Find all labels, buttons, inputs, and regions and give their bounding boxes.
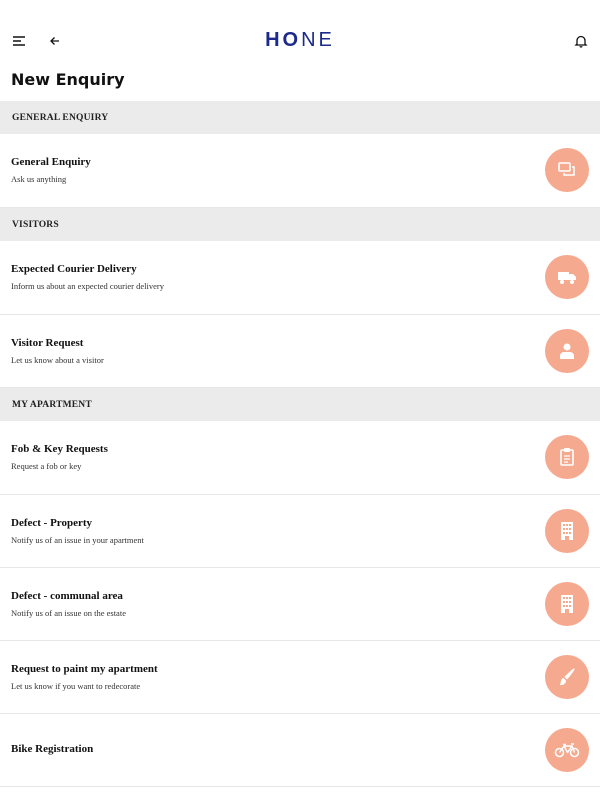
truck-icon	[545, 255, 589, 299]
item-title: Defect - Property	[11, 517, 93, 529]
item-title: Fob & Key Requests	[11, 443, 108, 455]
page-title: New Enquiry	[11, 70, 125, 89]
item-title: Defect - communal area	[11, 590, 123, 602]
enquiry-list	[0, 101, 600, 787]
paintbrush-icon	[545, 655, 589, 699]
list-item-bike-registration[interactable]	[0, 714, 600, 787]
list-item-defect-communal-area[interactable]	[0, 568, 600, 641]
item-title: General Enquiry	[11, 156, 91, 168]
item-subtitle: Notify us of an issue in your apartment	[11, 535, 144, 545]
item-title: Visitor Request	[11, 337, 84, 349]
list-item-general-enquiry[interactable]	[0, 134, 600, 208]
section-label: GENERAL ENQUIRY	[12, 112, 109, 123]
section-label: MY APARTMENT	[12, 399, 92, 410]
item-title: Bike Registration	[11, 743, 94, 755]
list-item-paint-apartment[interactable]	[0, 641, 600, 714]
item-subtitle: Let us know about a visitor	[11, 355, 104, 365]
item-subtitle: Notify us of an issue on the estate	[11, 608, 126, 618]
item-title: Expected Courier Delivery	[11, 263, 137, 275]
item-subtitle: Request a fob or key	[11, 461, 82, 471]
item-subtitle: Ask us anything	[11, 174, 67, 184]
item-subtitle: Inform us about an expected courier delivery	[11, 281, 164, 291]
item-title: Request to paint my apartment	[11, 663, 158, 675]
section-header-my-apartment	[0, 388, 600, 421]
section-label: VISITORS	[12, 219, 59, 230]
bell-icon[interactable]	[568, 28, 594, 54]
building-icon	[545, 509, 589, 553]
list-item-courier-delivery[interactable]	[0, 241, 600, 315]
chat-bubbles-icon	[545, 148, 589, 192]
building-icon	[545, 582, 589, 626]
list-item-defect-property[interactable]	[0, 495, 600, 568]
section-header-visitors	[0, 208, 600, 241]
clipboard-icon	[545, 435, 589, 479]
brand-logo: HONE	[265, 29, 335, 51]
bicycle-icon	[545, 728, 589, 772]
list-item-visitor-request[interactable]	[0, 315, 600, 388]
person-icon	[545, 329, 589, 373]
section-header-general-enquiry	[0, 101, 600, 134]
top-bar	[0, 0, 600, 70]
item-subtitle: Let us know if you want to redecorate	[11, 681, 141, 691]
list-item-fob-key-requests[interactable]	[0, 421, 600, 495]
